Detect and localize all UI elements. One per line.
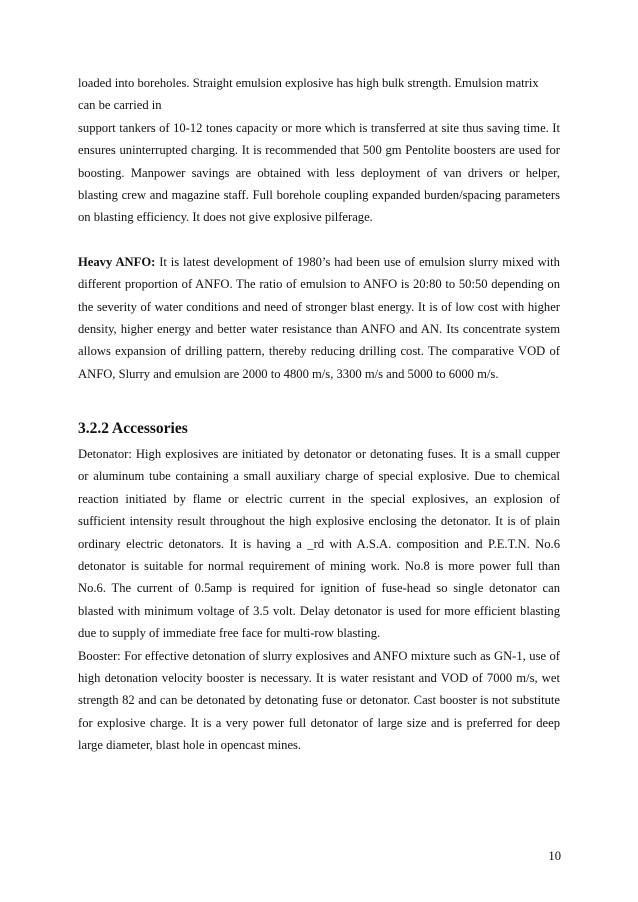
heavy-anfo-paragraph <box>78 251 560 385</box>
heavy-anfo-text: It is latest development of 1980’s had been use of emulsion slurry mixed with different proportion of ANFO. The ratio of emulsion to ANFO is 20:80 to 50:50 depending on the severity of water conditions and need of stronger blast energy. It is of low cost with higher density, higher energy and better water resistance than ANFO and AN. Its concentrate system allows expansion of drilling pattern, thereby reducing drilling cost. The comparative VOD of ANFO, Slurry and emulsion are 2000 to 4800 m/s, 3300 m/s and 5000 to 6000 m/s. <box>78 254 560 381</box>
intro-line-1: loaded into boreholes. Straight emulsion explosive has high bulk strength. Emulsion matrix <box>78 76 539 90</box>
intro-line-2: can be carried in <box>78 98 162 113</box>
accessories-section <box>78 443 560 757</box>
document-page <box>78 72 560 385</box>
intro-paragraph: support tankers of 10-12 tones capacity or more which is transferred at site thus saving time. It ensures uninterrupted charging. It is recommended that 500 gm Pentolite boosters are used for boosting. Manpower savings are obtained with less deployment of van drivers or helper, blasting crew and magazine staff. Full borehole coupling expanded burden/spacing parameters on blasting efficiency. It does not give explosive pilferage. <box>78 120 560 225</box>
page-number: 10 <box>548 849 561 863</box>
section-heading: 3.2.2 Accessories <box>78 420 188 437</box>
detonator-paragraph: Detonator: High explosives are initiated by detonator or detonating fuses. It is a small cupper or aluminum tube containing a small auxiliary charge of special explosive. Due to chemical reaction initiated by flame or electric current in the special explosives, an explosion of sufficient intensity result throughout the high explosive enclosing the detonator. It is of plain ordinary electric detonators. It is having a _rd with A.S.A. composition and P.E.T.N. No.6 detonator is suitable for normal requirement of mining work. No.8 is more power full than No.6. The current of 0.5amp is required for ignition of fuse-head so single detonator can blasted with minimum voltage of 3.5 volt. Delay detonator is used for more efficient blasting due to supply of immediate free face for multi-row blasting. <box>78 447 560 641</box>
heavy-anfo-term: Heavy ANFO: <box>78 254 156 269</box>
booster-paragraph: Booster: For effective detonation of slurry explosives and ANFO mixture such as GN-1, use of high detonation velocity booster is necessary. It is water resistant and VOD of 7000 m/s, wet strength 82 and can be detonated by detonating fuse or detonator. Cast booster is not substitute for explosive charge. It is a very power full detonator of large size and is preferred for deep large diameter, blast hole in opencast mines. <box>78 648 560 753</box>
